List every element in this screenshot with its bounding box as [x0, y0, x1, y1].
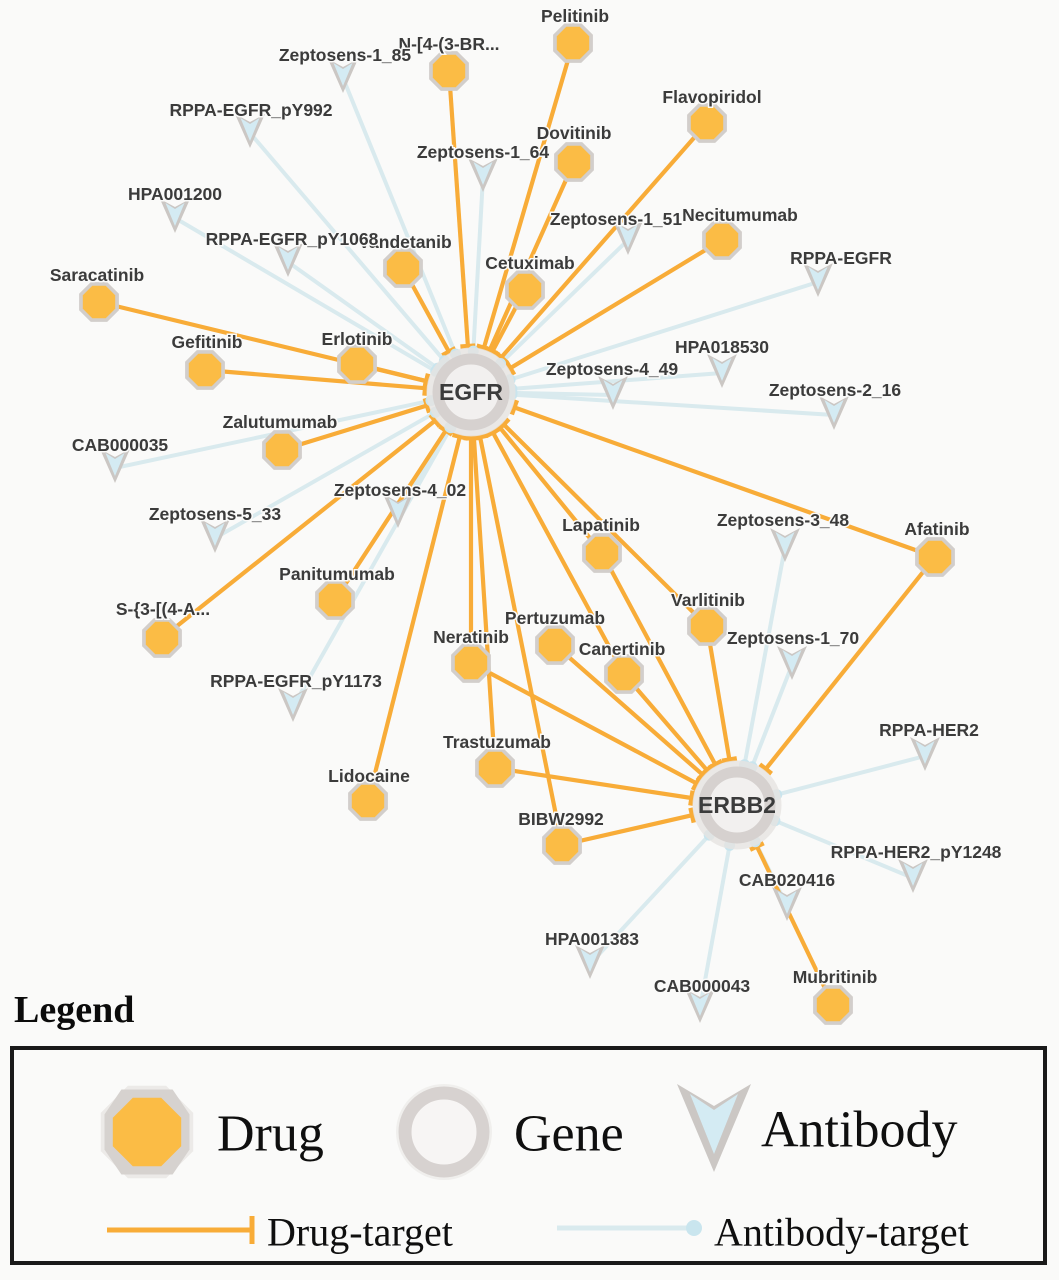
drug-node[interactable]: [429, 51, 469, 91]
antibody-node[interactable]: [898, 859, 928, 893]
node-label: Varlitinib: [671, 590, 745, 610]
antibody-node[interactable]: [772, 887, 802, 921]
node-label: Pertuzumab: [504, 608, 606, 628]
antibody-node[interactable]: [707, 354, 737, 388]
drug-node[interactable]: [383, 248, 423, 288]
drug-octagon: [352, 785, 384, 817]
antibody-target-legend-label: Antibody-target: [714, 1209, 969, 1255]
drug-octagon: [509, 274, 541, 306]
node-label: Neratinib: [433, 627, 509, 647]
node-label: Dovitinib: [536, 123, 612, 143]
node-label: S-{3-[(4-A...: [115, 599, 211, 619]
node-label: Vandetanib: [358, 232, 452, 252]
node-label: Zeptosens-1_51: [549, 209, 683, 229]
node-label: N-[4-(3-BR...: [398, 34, 500, 54]
antibody-target-edge: [752, 665, 792, 767]
drug-octagon: [266, 434, 298, 466]
drug-octagon: [319, 584, 351, 616]
drug-octagon: [479, 752, 511, 784]
drug-target-edge: [449, 71, 468, 346]
legend-box: [10, 1046, 1047, 1265]
edge-tee-cap: [690, 791, 692, 806]
node-label: HPA018530: [674, 337, 770, 357]
node-label: CAB020416: [738, 870, 836, 890]
antibody-node[interactable]: [575, 945, 605, 979]
node-label: Lapatinib: [562, 515, 640, 535]
antibody-node[interactable]: [770, 528, 800, 562]
drug-octagon: [558, 146, 590, 178]
drug-target-legend-label: Drug-target: [267, 1209, 453, 1255]
node-label: Zeptosens-4_49: [545, 359, 679, 379]
node-label: CAB000035: [71, 435, 169, 455]
node-label: Saracatinib: [49, 265, 145, 285]
node-label: Zeptosens-1_64: [416, 142, 550, 162]
edge-tee-cap: [722, 758, 737, 761]
drug-octagon: [817, 989, 849, 1021]
node-label: Cetuximab: [485, 253, 575, 273]
antibody-target-edge: [473, 177, 483, 351]
node-label: Flavopiridol: [662, 87, 762, 107]
drug-node[interactable]: [604, 654, 644, 694]
node-label: Pelitinib: [540, 6, 610, 26]
gene-node[interactable]: [696, 764, 778, 846]
drug-target-edge: [495, 768, 692, 798]
gene-label: ERBB2: [698, 792, 776, 818]
node-label: Panitumumab: [279, 564, 395, 584]
drug-node[interactable]: [813, 985, 853, 1025]
node-label: BIBW2992: [518, 809, 604, 829]
drug-octagon: [608, 658, 640, 690]
drug-node[interactable]: [337, 344, 377, 384]
drug-octagon: [83, 286, 115, 318]
node-label: Afatinib: [904, 519, 970, 539]
drug-node[interactable]: [915, 537, 955, 577]
node-label: Zeptosens-1_85: [278, 45, 412, 65]
drug-octagon: [586, 537, 618, 569]
drug-node[interactable]: [554, 142, 594, 182]
antibody-legend-label: Antibody: [761, 1101, 958, 1159]
drug-target-edge-swatch: [107, 1216, 252, 1244]
antibody-node[interactable]: [777, 646, 807, 680]
drug-node[interactable]: [582, 533, 622, 573]
node-label: Gefitinib: [171, 332, 243, 352]
node-label: RPPA-HER2: [879, 720, 979, 740]
drug-octagon: [919, 541, 951, 573]
antibody-node-swatch: [677, 1084, 751, 1172]
node-label: Trastuzumab: [443, 732, 551, 752]
drug-node[interactable]: [451, 643, 491, 683]
drug-node[interactable]: [142, 618, 182, 658]
drug-octagon: [539, 629, 571, 661]
node-label: Zeptosens-1_70: [726, 628, 860, 648]
antibody-node[interactable]: [160, 199, 190, 233]
drug-node[interactable]: [542, 825, 582, 865]
drug-node[interactable]: [687, 103, 727, 143]
node-label: Erlotinib: [321, 329, 393, 349]
drug-octagon: [146, 622, 178, 654]
node-label: Lidocaine: [328, 766, 410, 786]
drug-legend-label: Drug: [217, 1105, 324, 1163]
antibody-node[interactable]: [803, 263, 833, 297]
drug-node[interactable]: [79, 282, 119, 322]
drug-node[interactable]: [702, 220, 742, 260]
drug-octagon: [691, 107, 723, 139]
gene-legend-label: Gene: [514, 1105, 624, 1163]
node-label: RPPA-EGFR: [790, 248, 892, 268]
gene-label: EGFR: [439, 379, 503, 405]
drug-node[interactable]: [505, 270, 545, 310]
drug-node[interactable]: [687, 606, 727, 646]
antibody-target-edge-swatch: [557, 1220, 702, 1236]
antibody-node[interactable]: [910, 737, 940, 771]
node-label: Mubritinib: [792, 967, 878, 987]
drug-node-swatch: [101, 1086, 193, 1178]
legend-title: Legend: [14, 989, 135, 1031]
node-label: RPPA-EGFR_pY992: [169, 100, 333, 120]
drug-node[interactable]: [553, 23, 593, 63]
node-label: RPPA-EGFR_pY1173: [210, 671, 382, 691]
drug-node[interactable]: [535, 625, 575, 665]
node-label: HPA001200: [127, 184, 223, 204]
drug-octagon: [706, 224, 738, 256]
node-label: Zalutumumab: [222, 412, 338, 432]
antibody-node[interactable]: [278, 688, 308, 722]
drug-octagon: [455, 647, 487, 679]
drug-octagon: [387, 252, 419, 284]
drug-octagon: [546, 829, 578, 861]
node-label: Necitumumab: [682, 205, 798, 225]
drug-node[interactable]: [475, 748, 515, 788]
gene-node[interactable]: [430, 351, 512, 433]
drug-octagon: [433, 55, 465, 87]
antibody-node[interactable]: [200, 519, 230, 553]
drug-octagon: [189, 354, 221, 386]
node-label: RPPA-EGFR_pY1068: [205, 229, 379, 249]
node-label: Zeptosens-5_33: [148, 504, 282, 524]
node-label: Zeptosens-4_02: [333, 480, 467, 500]
node-label: Zeptosens-3_48: [716, 510, 850, 530]
node-label: Canertinib: [578, 639, 666, 659]
drug-octagon: [557, 27, 589, 59]
drug-node[interactable]: [348, 781, 388, 821]
antibody-node[interactable]: [468, 158, 498, 192]
drug-octagon: [341, 348, 373, 380]
node-label: RPPA-HER2_pY1248: [830, 842, 1002, 862]
gene-node-swatch: [396, 1084, 492, 1180]
drug-node[interactable]: [262, 430, 302, 470]
node-label: Zeptosens-2_16: [768, 380, 902, 400]
drug-octagon: [691, 610, 723, 642]
node-label: HPA001383: [544, 929, 640, 949]
drug-node[interactable]: [185, 350, 225, 390]
antibody-target-edge: [777, 756, 925, 795]
node-labels: [50, 6, 1002, 996]
drug-node[interactable]: [315, 580, 355, 620]
node-label: CAB000043: [653, 976, 751, 996]
